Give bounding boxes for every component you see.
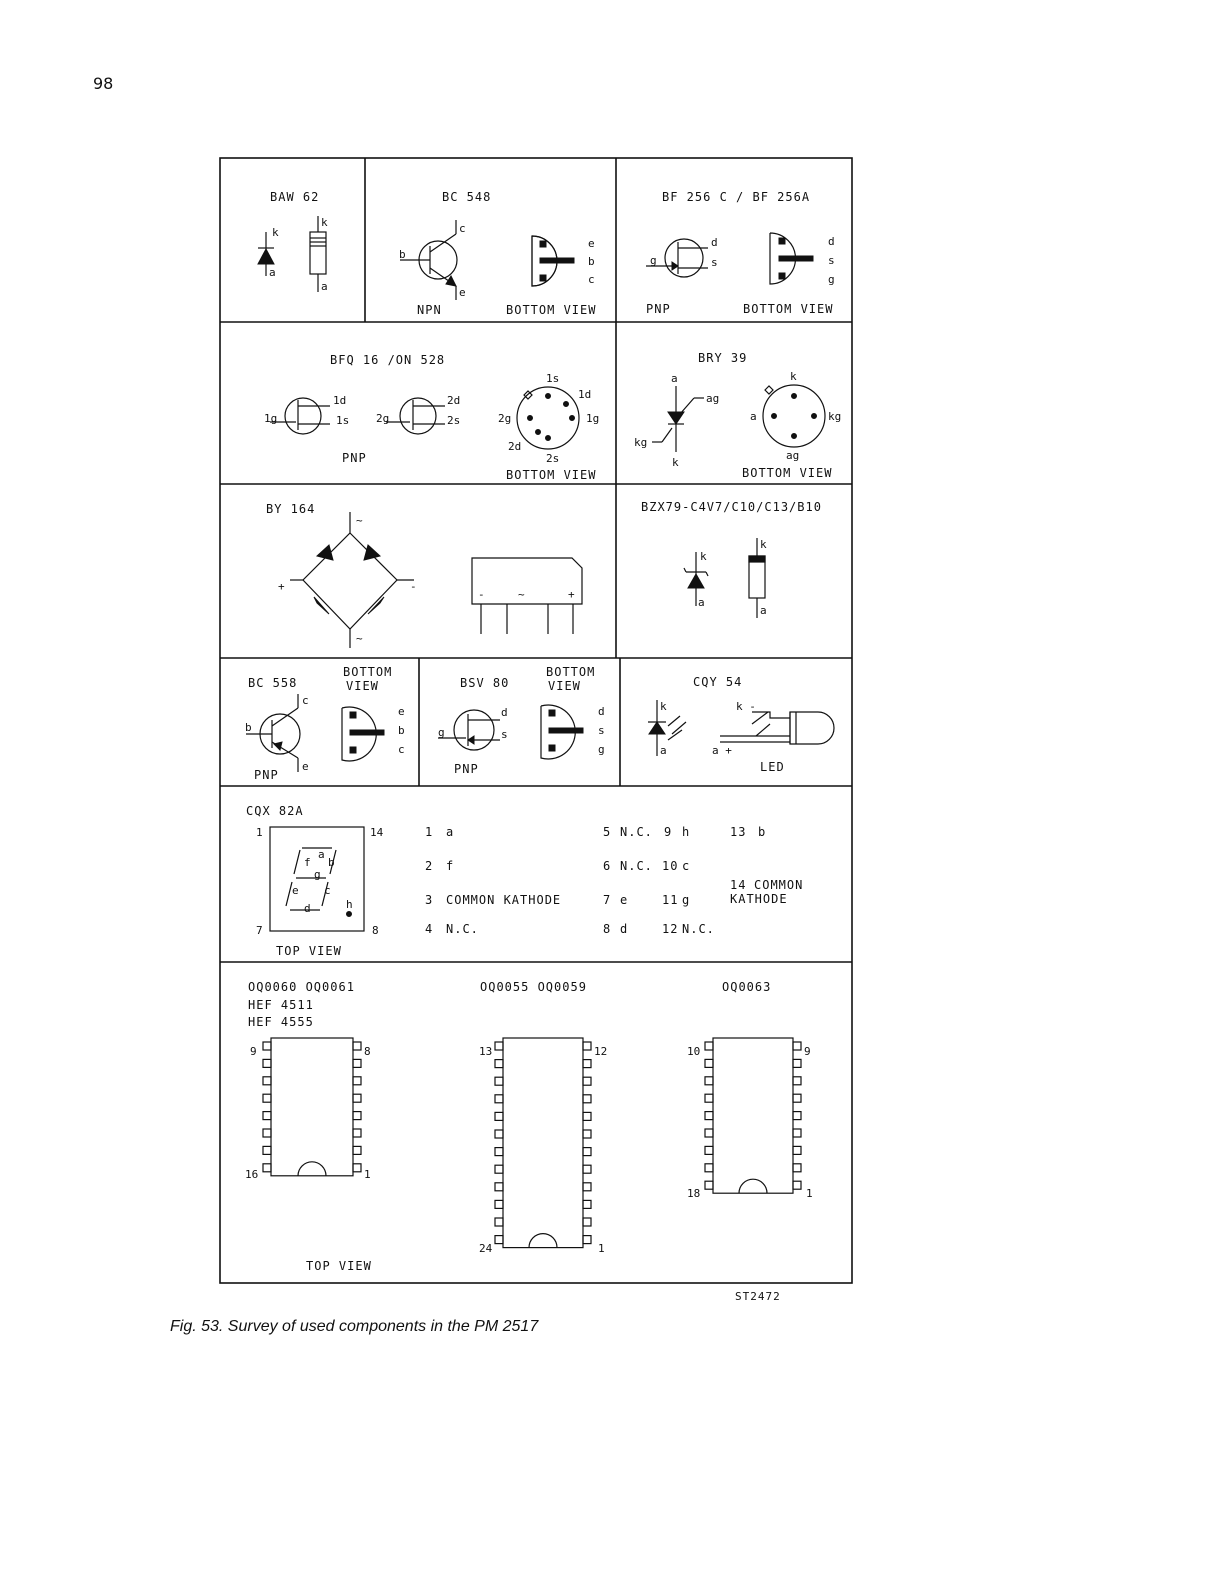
ic-pin bbox=[705, 1042, 713, 1050]
bfq16-pin-1d: 1d bbox=[578, 388, 592, 401]
bsv80-title: BSV 80 bbox=[460, 676, 510, 690]
bc558-title: BC 558 bbox=[248, 676, 298, 690]
bry39-kg: kg bbox=[634, 436, 648, 449]
ic1-line3: HEF 4555 bbox=[248, 1015, 314, 1029]
pin-num: 5 bbox=[603, 825, 612, 839]
cqy54-a: a bbox=[660, 744, 667, 757]
bsv80-type: PNP bbox=[454, 762, 479, 776]
pin-fn: COMMON KATHODE bbox=[446, 893, 562, 907]
pin-fn: c bbox=[682, 859, 691, 873]
bry39-pin-a: a bbox=[750, 410, 757, 423]
ic-pin bbox=[263, 1042, 271, 1050]
ic-pin bbox=[495, 1077, 503, 1085]
bfq16-cell bbox=[264, 353, 599, 482]
ic-pin bbox=[353, 1164, 361, 1172]
cqy54-k: k bbox=[660, 700, 667, 713]
ic2-line1: OQ0055 OQ0059 bbox=[480, 980, 587, 994]
bf256-d: d bbox=[711, 236, 718, 249]
ic-pin bbox=[353, 1112, 361, 1120]
dual-fet-2 bbox=[386, 398, 445, 434]
bc558-c: c bbox=[302, 694, 309, 707]
ic-pin bbox=[353, 1077, 361, 1085]
cqy54-aplus: a + bbox=[712, 744, 732, 757]
pin-num: 10 bbox=[662, 859, 679, 873]
ic-view: TOP VIEW bbox=[306, 1259, 372, 1273]
bry39-bottom-view bbox=[763, 385, 825, 447]
ic-pin bbox=[495, 1183, 503, 1191]
ic-pin bbox=[793, 1164, 801, 1172]
bc548-pin-c: c bbox=[588, 273, 595, 286]
ic-pin bbox=[583, 1112, 591, 1120]
ic-pin bbox=[263, 1129, 271, 1137]
bzx79-a: a bbox=[698, 596, 705, 609]
ic1-line2: HEF 4511 bbox=[248, 998, 314, 1012]
bry39-pin-ag: ag bbox=[786, 449, 800, 462]
ic-pin bbox=[495, 1042, 503, 1050]
bc558-e: e bbox=[302, 760, 309, 773]
ic1-bot-pin-r: 1 bbox=[364, 1168, 371, 1181]
pin-fn: N.C. bbox=[682, 922, 715, 936]
to92-bottom-view bbox=[532, 236, 574, 286]
ic-pin bbox=[263, 1146, 271, 1154]
bf256-pin-s: s bbox=[828, 254, 835, 267]
bfq16-1g: 1g bbox=[264, 412, 278, 425]
ic-pin bbox=[263, 1059, 271, 1067]
ic-pin bbox=[583, 1130, 591, 1138]
bc548-type: NPN bbox=[417, 303, 442, 317]
figure-code: ST2472 bbox=[735, 1290, 781, 1303]
bc558-bottom-view bbox=[342, 707, 384, 761]
cqy54-type: LED bbox=[760, 760, 785, 774]
ic-pin bbox=[263, 1077, 271, 1085]
bc548-pin-b: b bbox=[588, 255, 595, 268]
by164-cell bbox=[266, 502, 582, 648]
pin-fn-line2: KATHODE bbox=[730, 892, 788, 906]
pin-fn: f bbox=[446, 859, 455, 873]
pin-num: 2 bbox=[425, 859, 434, 873]
pin-num: 8 bbox=[603, 922, 612, 936]
seg-b: b bbox=[328, 856, 335, 869]
ic-pin bbox=[583, 1218, 591, 1226]
pin-fn: h bbox=[682, 825, 691, 839]
bsv80-view-1: BOTTOM bbox=[546, 665, 596, 679]
bc558-view-2: VIEW bbox=[346, 679, 379, 693]
bfq16-bottom-view bbox=[517, 387, 579, 449]
bry39-pin-k: k bbox=[790, 370, 797, 383]
ic-pin bbox=[583, 1095, 591, 1103]
bfq16-1d: 1d bbox=[333, 394, 347, 407]
bc558-b: b bbox=[245, 721, 252, 734]
bf256-bottom-view bbox=[770, 233, 813, 284]
bc558-type: PNP bbox=[254, 768, 279, 782]
ic1-top-pin-r: 8 bbox=[364, 1045, 371, 1058]
bf256-s: s bbox=[711, 256, 718, 269]
pin-fn: g bbox=[682, 893, 691, 907]
seg-e: e bbox=[292, 884, 299, 897]
ic-pin bbox=[583, 1077, 591, 1085]
pin-fn-line1: COMMON bbox=[754, 878, 804, 892]
bf256-pin-g: g bbox=[828, 273, 835, 286]
led-package bbox=[720, 712, 834, 744]
baw62-pkg-k: k bbox=[321, 216, 328, 229]
ic-pin bbox=[495, 1095, 503, 1103]
bzx79-cell bbox=[641, 500, 822, 618]
ic1-bot-pin: 16 bbox=[245, 1168, 259, 1181]
bfq16-pin-2s: 2s bbox=[546, 452, 560, 465]
ic-16-pin-package bbox=[263, 1038, 361, 1176]
ic-pin bbox=[263, 1112, 271, 1120]
ic-18-pin-package bbox=[705, 1038, 801, 1193]
bsv80-s: s bbox=[501, 728, 508, 741]
baw62-pkg-a: a bbox=[321, 280, 328, 293]
ic-pin bbox=[793, 1059, 801, 1067]
ic-pin bbox=[705, 1112, 713, 1120]
bc548-c: c bbox=[459, 222, 466, 235]
baw62-a: a bbox=[269, 266, 276, 279]
by164-minus: - bbox=[410, 580, 417, 593]
ic-pin bbox=[705, 1164, 713, 1172]
bzx79-k: k bbox=[700, 550, 707, 563]
bridge-rectifier-symbol bbox=[290, 512, 414, 648]
ic1-top-pin: 9 bbox=[250, 1045, 257, 1058]
ic-pin bbox=[495, 1060, 503, 1068]
bry39-a: a bbox=[671, 372, 678, 385]
cqx82a-title: CQX 82A bbox=[246, 804, 304, 818]
ic-pin bbox=[793, 1129, 801, 1137]
bsv80-pin-s: s bbox=[598, 724, 605, 737]
pin-num: 14 bbox=[730, 878, 747, 892]
pin-fn: d bbox=[620, 922, 629, 936]
ic-pin bbox=[495, 1130, 503, 1138]
bf256-type: PNP bbox=[646, 302, 671, 316]
bry39-cell bbox=[634, 351, 841, 480]
bsv80-pin-g: g bbox=[598, 743, 605, 756]
baw62-title: BAW 62 bbox=[270, 190, 320, 204]
pin-fn: e bbox=[620, 893, 629, 907]
bfq16-2s: 2s bbox=[447, 414, 461, 427]
cqx82a-pin7-label: 7 bbox=[256, 924, 263, 937]
bc548-title: BC 548 bbox=[442, 190, 492, 204]
ic-cell bbox=[245, 980, 813, 1273]
by164-ac-bottom: ~ bbox=[356, 632, 363, 645]
ic-pin bbox=[353, 1042, 361, 1050]
bc558-view-1: BOTTOM bbox=[343, 665, 393, 679]
bf256-title: BF 256 C / BF 256A bbox=[662, 190, 811, 204]
bc558-pin-b: b bbox=[398, 724, 405, 737]
bf256-g: g bbox=[650, 254, 657, 267]
seg-f: f bbox=[304, 856, 311, 869]
by164-pkg-minus: - bbox=[478, 588, 485, 601]
by164-plus: + bbox=[278, 580, 285, 593]
bsv80-fet-symbol bbox=[438, 710, 500, 750]
pin-num: 13 bbox=[730, 825, 747, 839]
ic2-bot-pin: 24 bbox=[479, 1242, 493, 1255]
ic-pin bbox=[495, 1200, 503, 1208]
ic-pin bbox=[495, 1148, 503, 1156]
ic-pin bbox=[793, 1112, 801, 1120]
cqy54-kminus: k - bbox=[736, 700, 756, 713]
seg-d: d bbox=[304, 902, 311, 915]
bfq16-2g: 2g bbox=[376, 412, 390, 425]
bfq16-view: BOTTOM VIEW bbox=[506, 468, 597, 482]
ic-pin bbox=[793, 1146, 801, 1154]
cqx82a-pin-table bbox=[425, 825, 803, 936]
baw62-k: k bbox=[272, 226, 279, 239]
bry39-k: k bbox=[672, 456, 679, 469]
bfq16-pin-1s: 1s bbox=[546, 372, 560, 385]
by164-pkg-ac: ~ bbox=[518, 588, 525, 601]
ic-pin bbox=[705, 1059, 713, 1067]
seg-c: c bbox=[324, 884, 331, 897]
ic-pin bbox=[583, 1042, 591, 1050]
ic-pin bbox=[793, 1094, 801, 1102]
cqx82a-cell bbox=[246, 804, 803, 958]
bc548-cell bbox=[399, 190, 596, 317]
bf256-view: BOTTOM VIEW bbox=[743, 302, 834, 316]
pin-num: 11 bbox=[662, 893, 679, 907]
pin-num: 9 bbox=[664, 825, 673, 839]
ic3-bot-pin-r: 1 bbox=[806, 1187, 813, 1200]
ic-pin bbox=[583, 1060, 591, 1068]
bsv80-view-2: VIEW bbox=[548, 679, 581, 693]
ic3-bot-pin: 18 bbox=[687, 1187, 701, 1200]
bry39-view: BOTTOM VIEW bbox=[742, 466, 833, 480]
ic-pin bbox=[263, 1164, 271, 1172]
cqx82a-view: TOP VIEW bbox=[276, 944, 342, 958]
bridge-package bbox=[472, 558, 582, 634]
ic2-top-pin: 13 bbox=[479, 1045, 493, 1058]
ic3-top-pin: 10 bbox=[687, 1045, 701, 1058]
baw62-cell bbox=[258, 190, 328, 293]
bsv80-bottom-view bbox=[541, 705, 583, 759]
ic1-line1: OQ0060 OQ0061 bbox=[248, 980, 355, 994]
pin-fn: N.C. bbox=[620, 825, 653, 839]
by164-title: BY 164 bbox=[266, 502, 316, 516]
bfq16-2d: 2d bbox=[447, 394, 461, 407]
bfq16-1s: 1s bbox=[336, 414, 350, 427]
seg-h: h bbox=[346, 898, 353, 911]
bzx79-title: BZX79-C4V7/C10/C13/B10 bbox=[641, 500, 822, 514]
cqx82a-pin14-label: 14 bbox=[370, 826, 384, 839]
by164-pkg-plus: + bbox=[568, 588, 575, 601]
bc558-cell bbox=[245, 665, 405, 782]
pin-fn: N.C. bbox=[446, 922, 479, 936]
cqy54-title: CQY 54 bbox=[693, 675, 743, 689]
bfq16-pin-1g: 1g bbox=[586, 412, 600, 425]
figure-caption: Fig. 53. Survey of used components in the PM 2517 bbox=[170, 1318, 539, 1335]
ic-pin bbox=[583, 1148, 591, 1156]
ic-pin bbox=[353, 1129, 361, 1137]
bry39-pin-kg: kg bbox=[828, 410, 842, 423]
ic-pin bbox=[705, 1077, 713, 1085]
bfq16-type: PNP bbox=[342, 451, 367, 465]
npn-transistor-symbol bbox=[400, 220, 457, 300]
bzx79-pkg-k: k bbox=[760, 538, 767, 551]
ic-pin bbox=[583, 1200, 591, 1208]
pin-num: 12 bbox=[662, 922, 679, 936]
bsv80-d: d bbox=[501, 706, 508, 719]
ic2-top-pin-r: 12 bbox=[594, 1045, 608, 1058]
pin-num: 3 bbox=[425, 893, 434, 907]
ic-pin bbox=[495, 1236, 503, 1244]
pin-fn: a bbox=[446, 825, 455, 839]
ic-pin bbox=[353, 1059, 361, 1067]
bfq16-pin-2d: 2d bbox=[508, 440, 522, 453]
bc558-pin-e: e bbox=[398, 705, 405, 718]
bc548-view: BOTTOM VIEW bbox=[506, 303, 597, 317]
bsv80-cell bbox=[438, 665, 605, 776]
ic2-bot-pin-r: 1 bbox=[598, 1242, 605, 1255]
pin-fn: N.C. bbox=[620, 859, 653, 873]
ic-pin bbox=[583, 1183, 591, 1191]
ic-pin bbox=[793, 1077, 801, 1085]
bfq16-title: BFQ 16 /ON 528 bbox=[330, 353, 446, 367]
dual-fet-1 bbox=[270, 398, 330, 434]
bsv80-g: g bbox=[438, 726, 445, 739]
ic-pin bbox=[495, 1112, 503, 1120]
ic-pin bbox=[583, 1236, 591, 1244]
ic-pin bbox=[583, 1165, 591, 1173]
bry39-title: BRY 39 bbox=[698, 351, 748, 365]
ic-pin bbox=[495, 1218, 503, 1226]
ic-pin bbox=[793, 1181, 801, 1189]
ic-pin bbox=[705, 1146, 713, 1154]
pnp-transistor-symbol bbox=[246, 694, 300, 772]
seg-g: g bbox=[314, 868, 321, 881]
bry39-ag: ag bbox=[706, 392, 720, 405]
bc548-e: e bbox=[459, 286, 466, 299]
bc558-pin-c: c bbox=[398, 743, 405, 756]
ic3-top-pin-r: 9 bbox=[804, 1045, 811, 1058]
ic-pin bbox=[263, 1094, 271, 1102]
bf256-pin-d: d bbox=[828, 235, 835, 248]
page-number: 98 bbox=[93, 74, 114, 93]
bsv80-pin-d: d bbox=[598, 705, 605, 718]
ic3-line1: OQ0063 bbox=[722, 980, 772, 994]
pin-num: 7 bbox=[603, 893, 612, 907]
cqx82a-pin1-label: 1 bbox=[256, 826, 263, 839]
ic-pin bbox=[793, 1042, 801, 1050]
ic-pin bbox=[705, 1129, 713, 1137]
ic-pin bbox=[495, 1165, 503, 1173]
cqx82a-pin8-label: 8 bbox=[372, 924, 379, 937]
cqy54-cell bbox=[648, 675, 834, 774]
by164-ac-top: ~ bbox=[356, 514, 363, 527]
ic-pin bbox=[353, 1094, 361, 1102]
pin-fn: b bbox=[758, 825, 767, 839]
bc548-pin-e: e bbox=[588, 237, 595, 250]
ic-pin bbox=[705, 1094, 713, 1102]
bc548-b: b bbox=[399, 248, 406, 261]
seg-a: a bbox=[318, 848, 325, 861]
ic-24-pin-package bbox=[495, 1038, 591, 1248]
ic-pin bbox=[705, 1181, 713, 1189]
bfq16-pin-2g: 2g bbox=[498, 412, 512, 425]
bzx79-pkg-a: a bbox=[760, 604, 767, 617]
bf256-cell bbox=[646, 190, 835, 316]
pin-num: 6 bbox=[603, 859, 612, 873]
pin-num: 4 bbox=[425, 922, 434, 936]
ic-pin bbox=[353, 1146, 361, 1154]
pin-num: 1 bbox=[425, 825, 434, 839]
